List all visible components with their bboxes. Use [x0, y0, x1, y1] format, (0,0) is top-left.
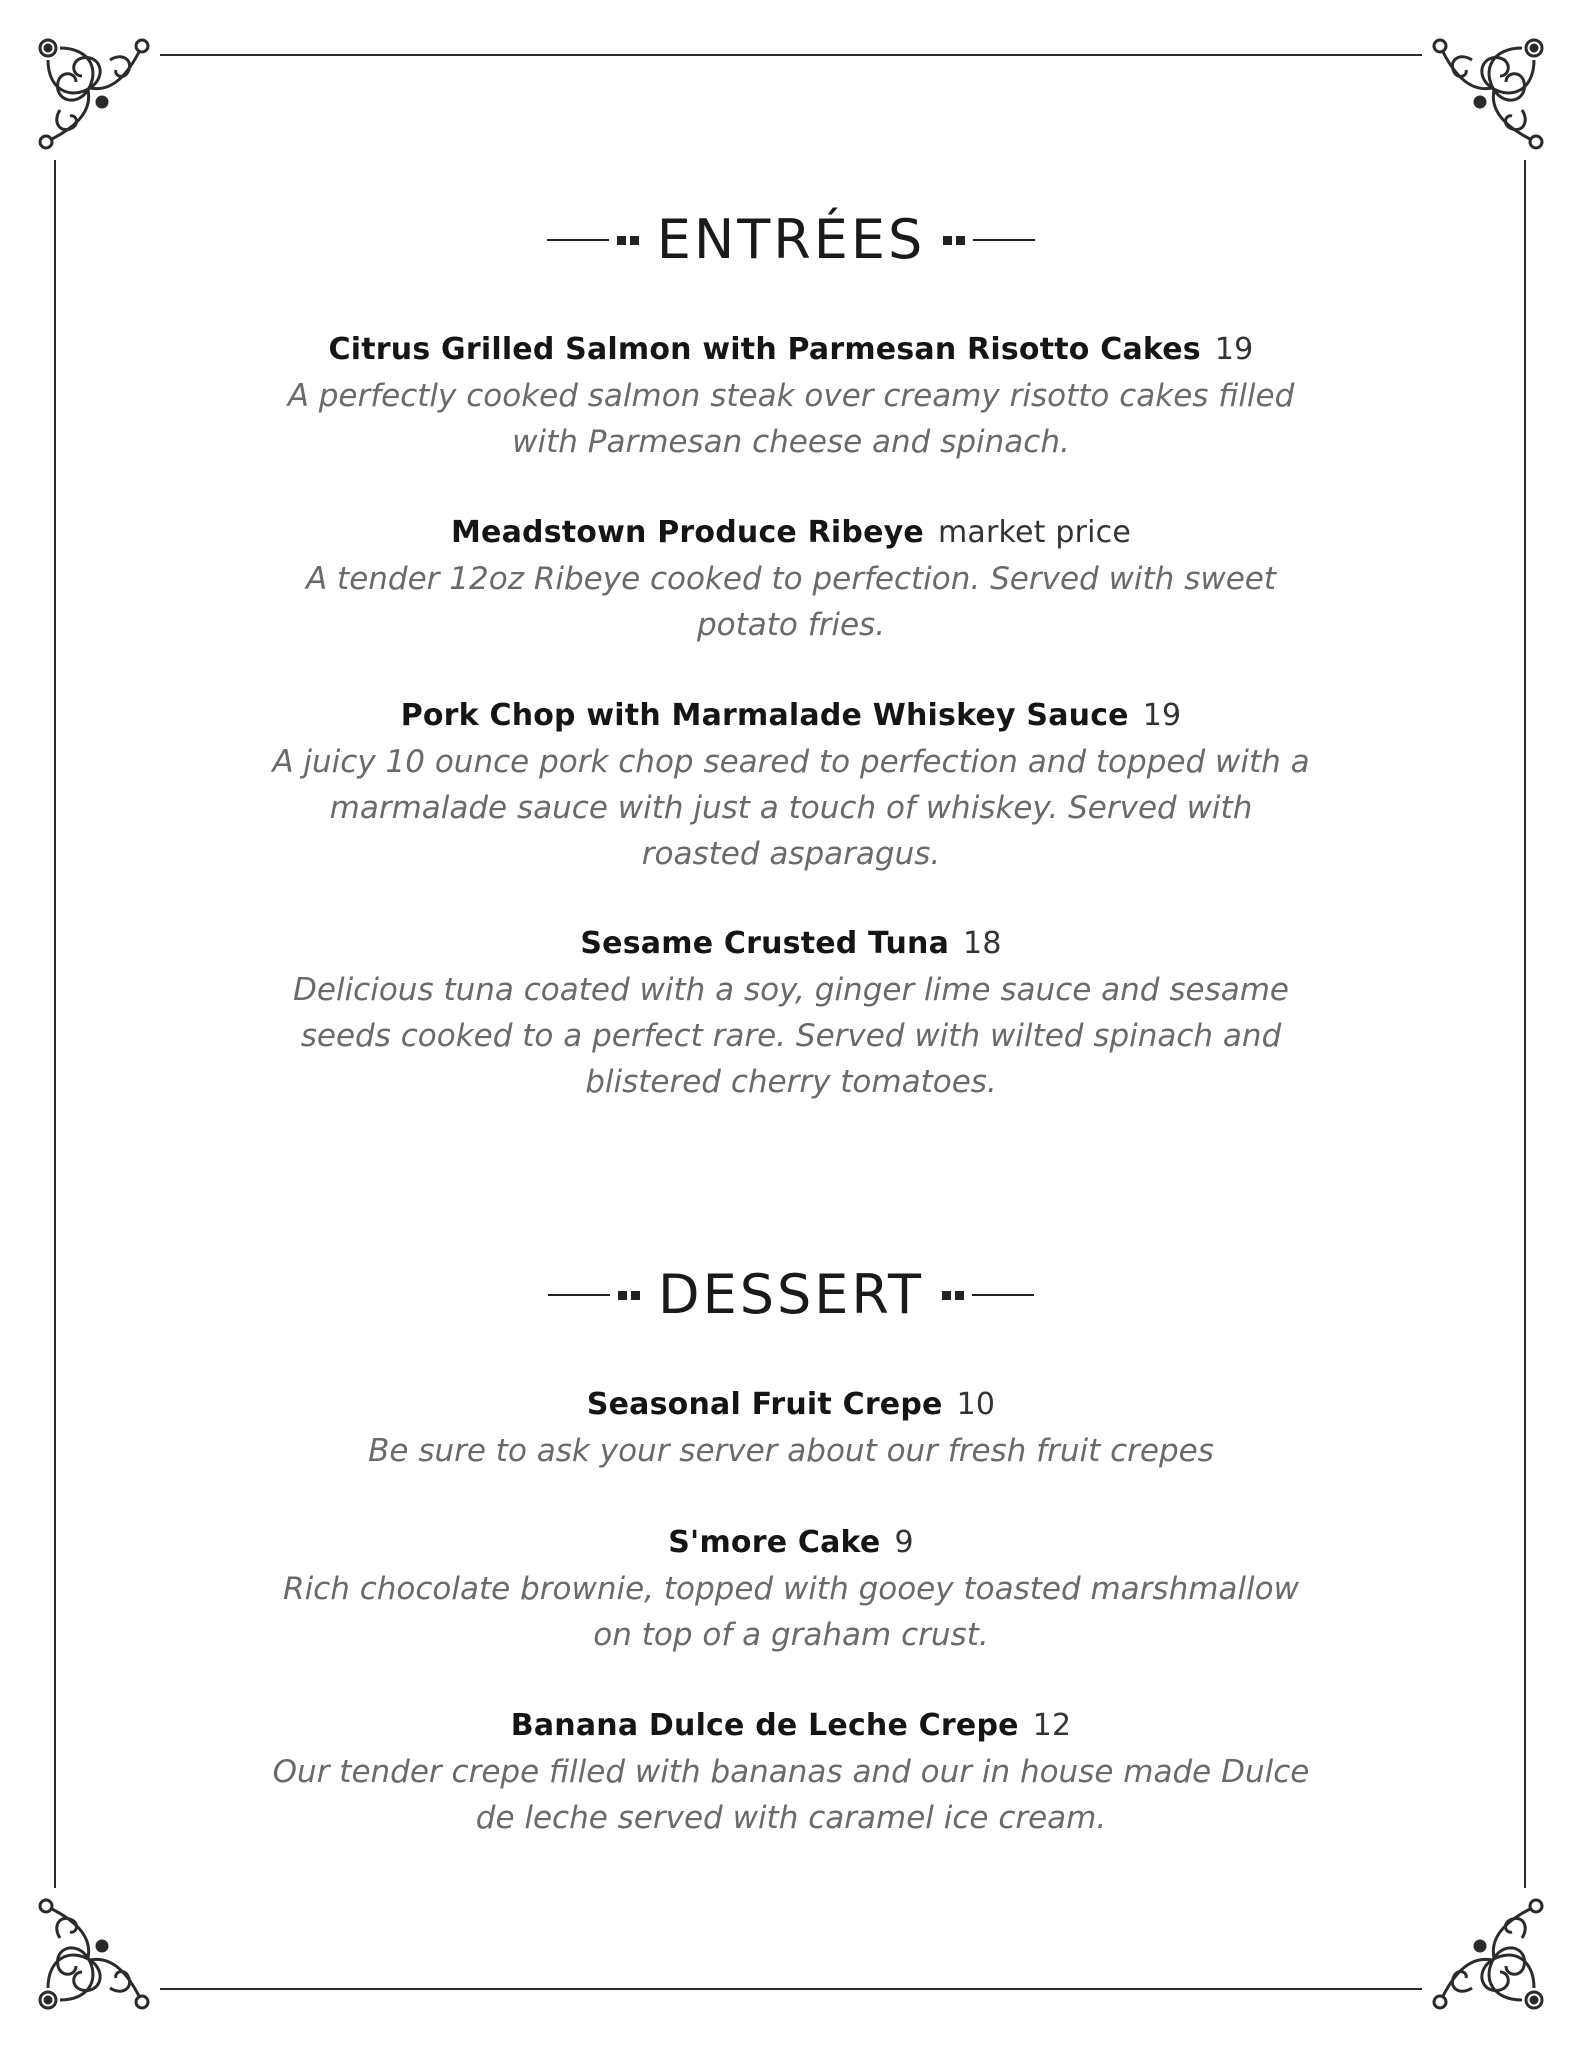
menu-item-price: 19 [1142, 698, 1182, 733]
menu-item-description: Delicious tuna coated with a soy, ginger lime sauce and sesame [293, 972, 1289, 1008]
section-heading-dessert [200, 1260, 1382, 1330]
menu-item-name: Banana Dulce de Leche Crepe [510, 1708, 1019, 1743]
menu-item-price: 19 [1214, 332, 1254, 367]
menu-item-price: market price [937, 515, 1132, 550]
menu-item-description: Our tender crepe filled with bananas and our in house made Dulce [272, 1754, 1310, 1790]
section-title: DESSERT [658, 1263, 924, 1326]
menu-item-description: roasted asparagus. [641, 836, 941, 872]
menu-item-name: Sesame Crusted Tuna [580, 926, 950, 961]
menu-item-description: A tender 12oz Ribeye cooked to perfection. Served with sweet [306, 561, 1276, 597]
menu-item-price: 12 [1032, 1708, 1072, 1743]
menu-item-description: de leche served with caramel ice cream. [475, 1800, 1107, 1836]
menu-item [200, 693, 1382, 877]
flourish-ornament-icon [1422, 30, 1552, 160]
section-heading-entrees [200, 205, 1382, 275]
menu-item-name-line [200, 1703, 1382, 1749]
menu-item [200, 327, 1382, 465]
menu-item [200, 510, 1382, 648]
menu-item [200, 1703, 1382, 1841]
flourish-ornament-icon [1422, 1888, 1552, 2018]
menu-item [200, 1520, 1382, 1658]
menu-item-name: S'more Cake [668, 1525, 881, 1560]
menu-item [200, 921, 1382, 1105]
menu-item-name-line [200, 1382, 1382, 1428]
menu-item-name-line [200, 327, 1382, 373]
heading-rule [548, 1294, 610, 1296]
menu-item-price: 10 [956, 1387, 996, 1422]
section-title: ENTRÉES [656, 208, 926, 271]
heading-rule [972, 1294, 1034, 1296]
menu-item-name: Citrus Grilled Salmon with Parmesan Risotto Cakes [328, 332, 1201, 367]
menu-item-description: A perfectly cooked salmon steak over creamy risotto cakes filled [287, 378, 1295, 414]
menu-item-description: potato fries. [696, 607, 886, 643]
menu-item-description: blistered cherry tomatoes. [585, 1064, 997, 1100]
menu-item-name: Seasonal Fruit Crepe [586, 1387, 943, 1422]
double-square-icon [941, 236, 967, 245]
menu-item-name-line [200, 921, 1382, 967]
menu-item-description: Rich chocolate brownie, topped with gooey toasted marshmallow [283, 1571, 1299, 1607]
flourish-ornament-icon [30, 30, 160, 160]
menu-item-price: 18 [963, 926, 1002, 961]
menu-item-name-line [200, 1520, 1382, 1566]
menu-item-name: Meadstown Produce Ribeye [450, 515, 924, 550]
heading-rule [973, 239, 1035, 241]
menu-item-name: Pork Chop with Marmalade Whiskey Sauce [400, 698, 1129, 733]
menu-item-name-line [200, 693, 1382, 739]
menu-item-description: on top of a graham crust. [593, 1617, 989, 1653]
double-square-icon [940, 1291, 966, 1300]
menu-item-description: A juicy 10 ounce pork chop seared to perfection and topped with a [272, 744, 1310, 780]
menu-item-description: with Parmesan cheese and spinach. [512, 424, 1070, 460]
menu-item-description: seeds cooked to a perfect rare. Served with wilted spinach and [300, 1018, 1282, 1054]
menu-item-description: Be sure to ask your server about our fresh fruit crepes [368, 1433, 1214, 1469]
menu-item-price: 9 [894, 1525, 914, 1560]
menu-item-name-line [200, 510, 1382, 556]
flourish-ornament-icon [30, 1888, 160, 2018]
double-square-icon [615, 236, 641, 245]
menu-item [200, 1382, 1382, 1474]
menu-item-description: marmalade sauce with just a touch of whiskey. Served with [329, 790, 1253, 826]
double-square-icon [616, 1291, 642, 1300]
heading-rule [547, 239, 609, 241]
